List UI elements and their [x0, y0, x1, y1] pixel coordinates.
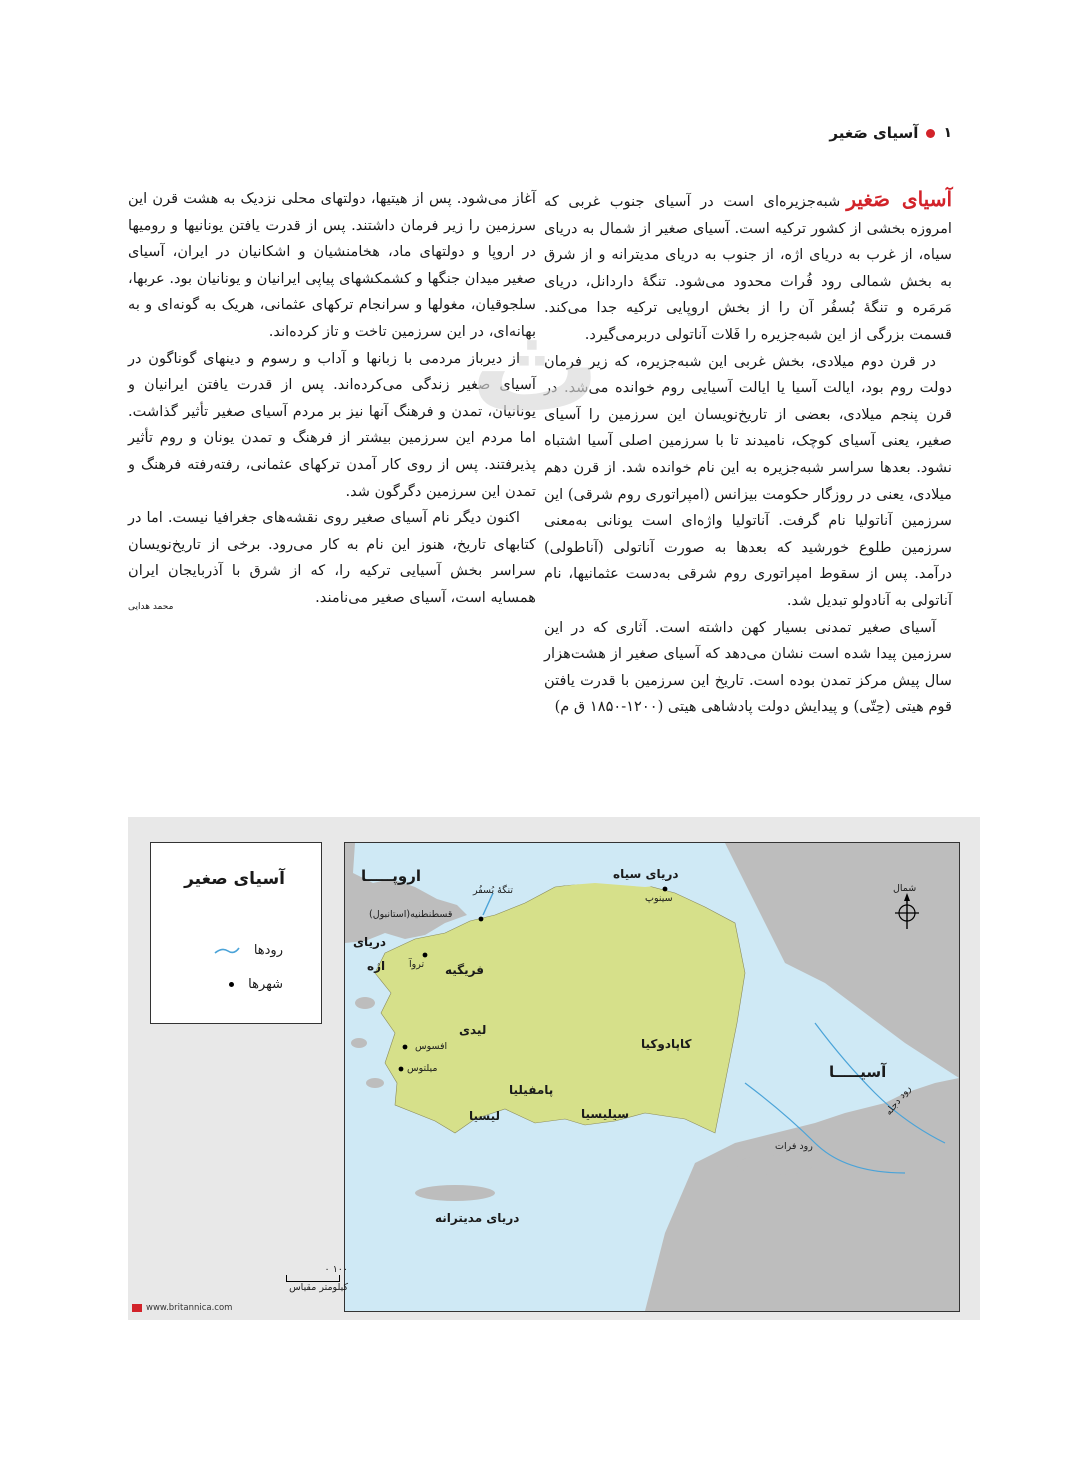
- map-label-aegean-2: اژه: [367, 959, 386, 973]
- legend-cities-row: [229, 977, 283, 992]
- city-dot-constantinople: [479, 917, 484, 922]
- credit-url: www.britannica.com: [146, 1303, 233, 1313]
- scale-values: ۱۰۰ ۰: [324, 1264, 348, 1275]
- crete-island: [415, 1185, 495, 1201]
- article-author: محمد هدایی: [128, 601, 174, 612]
- legend-title: آسیای صغیر: [184, 869, 285, 889]
- paragraph-text: شبه‌جزیره‌ای است در آسیای جنوب غربی که امروزه بخشی از کشور ترکیه است. آسیای صغیر از شمال به دریای سیاه، از غرب به دریای اژه، از جنوب به دریای مدیترانه و از شرق به بخش شمالی رود فُرات محدود می‌شود. تنگهٔ داردانل، دریای مَرمَره و تنگهٔ بُسفُر آن را از بخش اروپایی ترکیه جدا می‌کند. قسمت بزرگی از این شبه‌جزیره را فَلات آناتولی دربرمی‌گیرد.: [544, 193, 952, 343]
- map-label-mediterranean: دریای مدیترانه: [435, 1211, 520, 1225]
- river-icon: [214, 945, 240, 957]
- article-paragraph: آسیای صغیر تمدنی بسیار کهن داشته است. آثاری که در این سرزمین پیدا شده است نشان می‌دهد که آسیای صغیر از هشت‌هزار سال پیش مرکز تمدن بوده است. تاریخ این سرزمین با قدرت یافتن قوم هیتی (حِتّی) و پیدایش دولت پادشاهی هیتی (۱۲۰۰-۱۸۵۰ ق م): [544, 618, 952, 716]
- map-legend: [150, 842, 322, 1024]
- article-paragraph: اکنون دیگر نام آسیای صغیر روی نقشه‌های جغرافیا نیست. اما در کتابهای تاریخ، هنوز این نام به کار می‌رود. برخی از تاریخ‌نویسان سراسر بخش آسیایی ترکیه را، که از شرق با آذربایجان ایران همسایه است، آسیای صغیر می‌نامند.: [128, 509, 536, 606]
- map-label-cappadocia: کاپادوکیا: [641, 1037, 692, 1051]
- watermark-logo: ث: [470, 289, 601, 441]
- aegean-island: [355, 997, 375, 1009]
- map-label-constantinople: قسطنطنیه(استانبول): [369, 909, 453, 920]
- city-dot-ephesus: [403, 1045, 408, 1050]
- map-label-asia: آسیـــــا: [829, 1063, 887, 1081]
- aegean-island: [351, 1038, 367, 1048]
- bullet-dot-icon: [926, 129, 935, 138]
- map-frame: [344, 842, 960, 1312]
- city-dot-troy: [423, 953, 428, 958]
- cyprus-island: [737, 1155, 813, 1175]
- map-label-europe: اروپـــــا: [361, 867, 421, 885]
- map-scale: [258, 1264, 348, 1304]
- map-label-ephesus: افسوس: [415, 1041, 448, 1052]
- map-label-cilicia: سیلیسیا: [581, 1107, 630, 1121]
- map-label-tigris: رود دجله: [883, 1083, 914, 1118]
- europe-land: [345, 843, 467, 943]
- scale-bar: [286, 1275, 340, 1282]
- page-number: ۱: [943, 125, 952, 141]
- map-label-miletus: میلتوس: [407, 1063, 438, 1074]
- legend-cities-label: شهرها: [248, 977, 283, 992]
- article-paragraph: از دیرباز مردمی با زبانها و آداب و رسوم و دینهای گوناگون در آسیای صغیر زندگی می‌کرده‌اند. پس از قدرت یافتن ایرانیان و یونانیان، تمدن و فرهنگ آنها نیز بر مردم آسیای صغیر تأثیر گذاشت. اما مردم این سرزمین بیشتر از فرهنگ و تمدن یونان و روم تأثیر پذیرفتند. پس از روی کار آمدن ترکهای عثمانی، رفته‌رفته فرهنگ و تمدن این سرزمین دگرگون شد.: [128, 349, 536, 500]
- article-paragraph: آغاز می‌شود. پس از هیتیها، دولتهای محلی نزدیک به هشت قرن این سرزمین را زیر فرمان داشتند. پس از قدرت یافتن یونانیها و رومیها در اروپا و دولتهای ماد، هخامنشیان و اشکانیان در ایران، آسیای صغیر میدان جنگها و کشمکشهای پیاپی ایرانیان و یونانیان بود. عربها، سلجوقیان، مغولها و سرانجام ترکهای عثمانی، هریک به گونه‌ای و به بهانه‌ای، در این سرزمین تاخت و تاز کرده‌اند.: [128, 190, 536, 340]
- legend-rivers-label: رودها: [253, 943, 283, 958]
- map-label-pamphylia: پامفیلیا: [509, 1083, 554, 1097]
- map-label-lycia: لیسیا: [469, 1109, 501, 1123]
- scale-unit: کیلومتر مقیاس: [289, 1282, 348, 1293]
- map-label-sinop: سینوپ: [645, 893, 673, 904]
- legend-rivers-row: [214, 943, 283, 958]
- map-label-phrygia: فریگیه: [445, 963, 484, 977]
- map-label-troy: تروآ: [409, 959, 425, 970]
- page-header: [829, 124, 952, 142]
- aegean-island: [366, 1078, 384, 1088]
- map-label-bosphorus: تنگهٔ بُسفُر: [473, 885, 514, 896]
- map-label-euphrates: رود فرات: [775, 1141, 813, 1152]
- article-lead-term: آسیای صَغیر: [846, 187, 953, 211]
- source-logo-icon: [132, 1304, 142, 1312]
- city-dot-miletus: [399, 1067, 404, 1072]
- image-credit: [132, 1303, 232, 1313]
- article-paragraph: در قرن دوم میلادی، بخش غربی این شبه‌جزیره، که زیر فرمان دولت روم بود، ایالت آسیا یا ایالت آسیایی روم خوانده می‌شد. در قرن پنجم میلادی، بعضی از تاریخ‌نویسان این سرزمین را آسیای صغیر، یعنی آسیای کوچک، نامیدند تا با سرزمین اصلی آسیا اشتباه نشود. بعدها سراسر شبه‌جزیره به این نام خوانده شد. از قرن دهم میلادی، یعنی در روزگار حکومت بیزانس (امپراتوری روم شرقی) این سرزمین آناتولیا نام گرفت. آناتولیا واژه‌ای است یونانی به‌معنی سرزمین طلوع خورشید که بعدها به صورت آناتولی (آناطولی) درآمد. پس از سقوط امپراتوری روم شرقی به‌دست عثمانیها، نام آناتولی به آنادولو تبدیل شد.: [544, 352, 952, 609]
- page-title: آسیای صَغیر: [829, 124, 919, 142]
- north-east-land: [725, 843, 959, 1078]
- city-dot-icon: [229, 982, 234, 987]
- map-label-black-sea: دریای سیاه: [613, 867, 679, 881]
- map-label-aegean-1: دریای: [353, 935, 387, 949]
- city-dot-sinop: [663, 887, 668, 892]
- map-label-lydia: لیدی: [459, 1023, 487, 1037]
- map-label-north: شمال: [893, 883, 917, 894]
